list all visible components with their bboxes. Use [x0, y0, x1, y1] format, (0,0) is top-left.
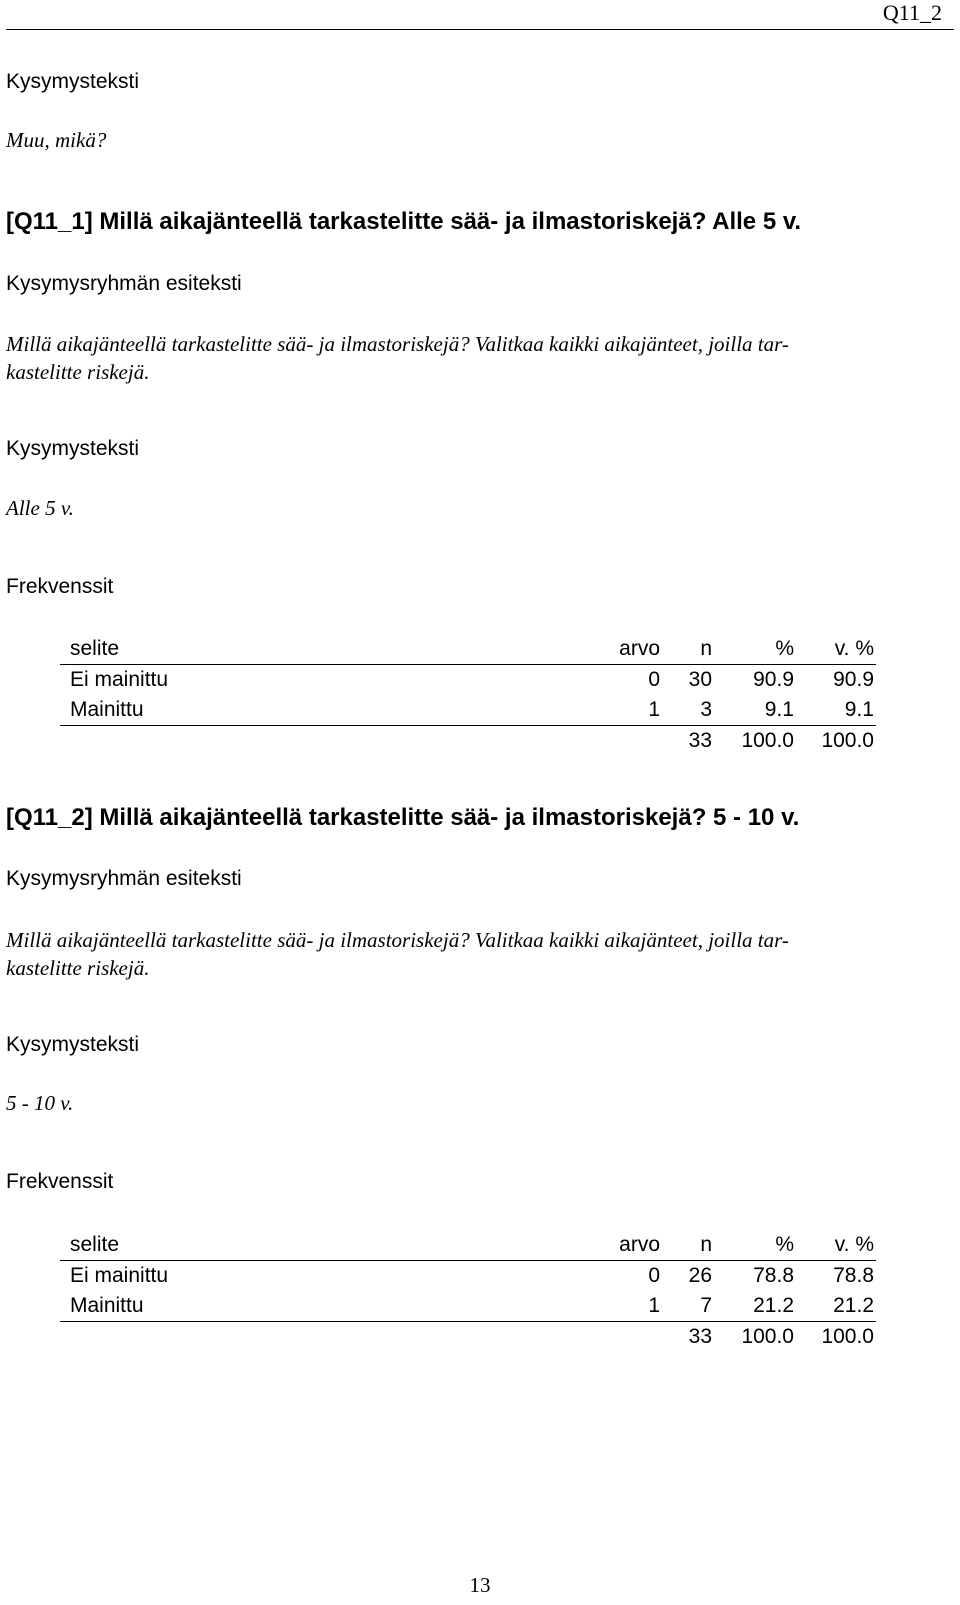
header-n: n — [660, 634, 712, 665]
running-head: Q11_2 — [882, 0, 942, 25]
q11-1-group-text-line1: Millä aikajänteellä tarkastelitte sää- ja ilmastoriskejä? Valitkaa kaikki aikajänteet, joilla tar- — [6, 332, 789, 356]
header-pct: % — [712, 1230, 794, 1261]
cell-pct: 21.2 — [753, 1294, 794, 1317]
q11-1-kysymysteksti-label: Kysymysteksti — [6, 437, 140, 460]
header-selite: selite — [60, 1230, 590, 1261]
cell-arvo: 1 — [648, 698, 660, 721]
table-total-row — [60, 1322, 876, 1353]
table-row — [60, 665, 876, 696]
header-arvo: arvo — [590, 1230, 660, 1261]
cell-n: 3 — [700, 698, 712, 721]
q11-2-kysymysteksti-text: 5 - 10 v. — [6, 1091, 74, 1115]
prev-kysymysteksti-text: Muu, mikä? — [6, 128, 107, 152]
cell-vpct: 90.9 — [833, 668, 874, 691]
q11-1-group-text-line2: kastelitte riskejä. — [6, 360, 150, 384]
q11-2-kysymysteksti-label: Kysymysteksti — [6, 1033, 140, 1056]
cell-selite — [60, 1322, 590, 1353]
cell-vpct: 21.2 — [833, 1294, 874, 1317]
cell-n: 26 — [688, 1264, 712, 1287]
q11-2-group-text — [6, 926, 954, 982]
cell-vpct: 9.1 — [844, 698, 874, 721]
header-rule — [6, 29, 954, 30]
prev-kysymysteksti-label: Kysymysteksti — [6, 70, 140, 93]
q11-2-group-label: Kysymysryhmän esiteksti — [6, 867, 242, 890]
cell-pct: 9.1 — [764, 698, 794, 721]
header-selite: selite — [60, 634, 590, 665]
cell-selite: Ei mainittu — [70, 1264, 169, 1287]
q11-1-title: [Q11_1] Millä aikajänteellä tarkastelitte sää- ja ilmastoriskejä? Alle 5 v. — [6, 208, 802, 235]
header-vpct: v. % — [794, 634, 876, 665]
q11-2-group-text-line1: Millä aikajänteellä tarkastelitte sää- ja ilmastoriskejä? Valitkaa kaikki aikajänteet, joilla tar- — [6, 928, 789, 952]
table-row — [60, 1261, 876, 1292]
cell-n: 33 — [660, 726, 712, 757]
header-n: n — [660, 1230, 712, 1261]
cell-pct: 78.8 — [753, 1264, 794, 1287]
q11-2-freq-label: Frekvenssit — [6, 1170, 114, 1193]
cell-selite: Mainittu — [70, 1294, 144, 1317]
cell-arvo: 1 — [648, 1294, 660, 1317]
header-pct: % — [712, 634, 794, 665]
q11-1-group-text — [6, 330, 954, 386]
cell-arvo: 0 — [648, 668, 660, 691]
q11-1-group-label: Kysymysryhmän esiteksti — [6, 272, 242, 295]
cell-pct: 90.9 — [753, 668, 794, 691]
cell-n: 30 — [688, 668, 712, 691]
cell-selite — [60, 726, 590, 757]
cell-vpct: 100.0 — [794, 726, 876, 757]
q11-1-freq-label: Frekvenssit — [6, 575, 114, 598]
header-vpct: v. % — [794, 1230, 876, 1261]
cell-selite: Mainittu — [70, 698, 144, 721]
page-number: 13 — [469, 1573, 491, 1597]
cell-arvo: 0 — [648, 1264, 660, 1287]
table-header-row — [60, 1230, 876, 1261]
q11-2-frequency-table — [60, 1230, 876, 1352]
cell-vpct: 100.0 — [794, 1322, 876, 1353]
table-header-row — [60, 634, 876, 665]
cell-arvo — [590, 1322, 660, 1353]
cell-pct: 100.0 — [712, 1322, 794, 1353]
q11-2-group-text-line2: kastelitte riskejä. — [6, 956, 150, 980]
table-row — [60, 1291, 876, 1322]
cell-vpct: 78.8 — [833, 1264, 874, 1287]
table-row — [60, 695, 876, 726]
table-total-row — [60, 726, 876, 757]
cell-arvo — [590, 726, 660, 757]
q11-1-frequency-table — [60, 634, 876, 756]
cell-pct: 100.0 — [712, 726, 794, 757]
cell-n: 33 — [660, 1322, 712, 1353]
cell-n: 7 — [700, 1294, 712, 1317]
q11-1-kysymysteksti-text: Alle 5 v. — [6, 496, 74, 520]
header-arvo: arvo — [590, 634, 660, 665]
cell-selite: Ei mainittu — [70, 668, 169, 691]
q11-2-title: [Q11_2] Millä aikajänteellä tarkastelitte sää- ja ilmastoriskejä? 5 - 10 v. — [6, 804, 800, 831]
